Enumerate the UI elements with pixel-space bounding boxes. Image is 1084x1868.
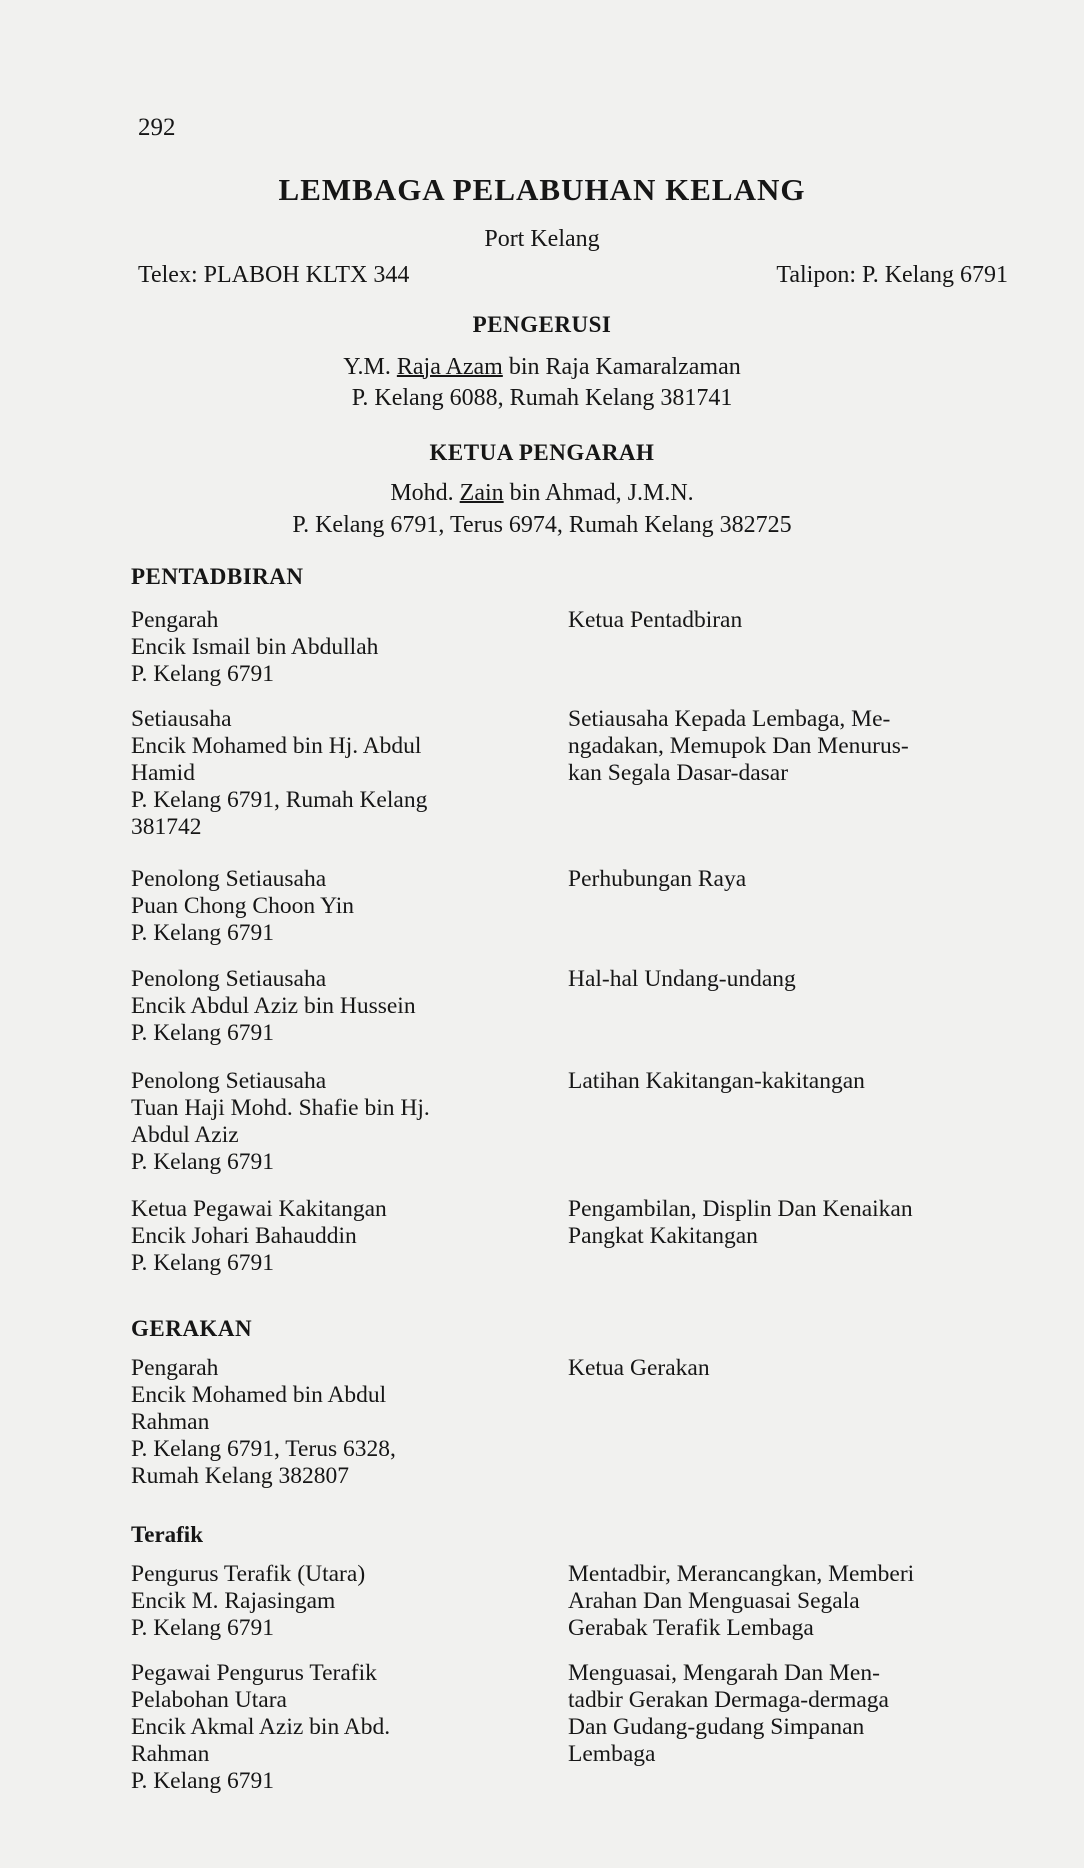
entry-line: P. Kelang 6791 (131, 1149, 274, 1175)
entry-line: Lembaga (568, 1741, 656, 1767)
ketua-pengarah-name-underlined: Zain (459, 480, 504, 506)
entry-line: P. Kelang 6791 (131, 920, 274, 946)
pentadbiran-entry-right (568, 966, 1006, 993)
entry-line: Setiausaha (131, 706, 232, 732)
entry-line: Pegawai Pengurus Terafik (131, 1660, 377, 1686)
entry-line: 381742 (131, 814, 202, 840)
entry-line: Encik Johari Bahauddin (131, 1223, 357, 1249)
entry-line: P. Kelang 6791, Rumah Kelang (131, 787, 428, 813)
telex-line: Telex: PLABOH KLTX 344 (138, 262, 410, 288)
ketua-pengarah-name (0, 480, 1084, 507)
entry-line: Penolong Setiausaha (131, 966, 327, 992)
terafik-entry-left (131, 1660, 531, 1795)
pentadbiran-heading: PENTADBIRAN (131, 564, 304, 589)
entry-line: P. Kelang 6791 (131, 1768, 274, 1794)
entry-line: Encik Mohamed bin Abdul (131, 1382, 387, 1408)
entry-line: Hal-hal Undang-undang (568, 966, 796, 992)
entry-line: Mentadbir, Merancangkan, Memberi (568, 1561, 915, 1587)
entry-line: Ketua Gerakan (568, 1355, 710, 1381)
entry-line: P. Kelang 6791 (131, 1615, 274, 1641)
pengerusi-heading: PENGERUSI (472, 312, 612, 337)
entry-line: Encik Ismail bin Abdullah (131, 634, 379, 660)
pentadbiran-entry-right (568, 1068, 1006, 1095)
entry-line: Latihan Kakitangan-kakitangan (568, 1068, 865, 1094)
entry-line: Encik Akmal Aziz bin Abd. (131, 1714, 391, 1740)
entry-line: Encik Abdul Aziz bin Hussein (131, 993, 416, 1019)
entry-line: Hamid (131, 760, 195, 786)
entry-line: Rahman (131, 1741, 210, 1767)
ketua-pengarah-contact: P. Kelang 6791, Terus 6974, Rumah Kelang 382725 (292, 512, 792, 538)
entry-line: Menguasai, Mengarah Dan Men- (568, 1660, 880, 1686)
entry-line: Pelabohan Utara (131, 1687, 287, 1713)
entry-line: Pengambilan, Displin Dan Kenaikan (568, 1196, 913, 1222)
entry-line: Rahman (131, 1409, 210, 1435)
pentadbiran-entry-left (131, 966, 531, 1047)
document-subtitle: Port Kelang (484, 226, 600, 252)
entry-line: Ketua Pentadbiran (568, 607, 743, 633)
pentadbiran-entry-right (568, 1196, 1006, 1250)
entry-line: Penolong Setiausaha (131, 1068, 327, 1094)
ketua-pengarah-name-rest: bin Ahmad, J.M.N. (503, 480, 694, 506)
pentadbiran-entry-left (131, 1068, 531, 1176)
entry-line: ngadakan, Memupok Dan Menurus- (568, 733, 909, 759)
document-title: LEMBAGA PELABUHAN KELANG (278, 172, 806, 207)
pentadbiran-entry-left (131, 607, 531, 688)
entry-line: Gerabak Terafik Lembaga (568, 1615, 814, 1641)
entry-line: Pengarah (131, 607, 219, 633)
ketua-pengarah-name-prefix: Mohd. (390, 480, 460, 506)
entry-line: Setiausaha Kepada Lembaga, Me- (568, 706, 891, 732)
page-number: 292 (138, 114, 176, 141)
entry-line: P. Kelang 6791, Terus 6328, (131, 1436, 396, 1462)
pengerusi-name-underlined: Raja Azam (396, 354, 503, 380)
entry-line: Arahan Dan Menguasai Segala (568, 1588, 860, 1614)
pentadbiran-entry-right (568, 706, 1006, 787)
talipon-line: Talipon: P. Kelang 6791 (776, 262, 1008, 288)
pengerusi-name-rest: bin Raja Kamaralzaman (502, 354, 741, 380)
terafik-entry-left (131, 1561, 531, 1642)
pengerusi-name (0, 354, 1084, 381)
entry-line: Tuan Haji Mohd. Shafie bin Hj. (131, 1095, 430, 1121)
entry-line: P. Kelang 6791 (131, 1020, 274, 1046)
terafik-heading: Terafik (131, 1522, 203, 1547)
terafik-entry-right (568, 1660, 1006, 1768)
entry-line: Encik M. Rajasingam (131, 1588, 336, 1614)
entry-line: Encik Mohamed bin Hj. Abdul (131, 733, 422, 759)
pentadbiran-entry-left (131, 1196, 531, 1277)
pengerusi-contact: P. Kelang 6088, Rumah Kelang 381741 (351, 385, 733, 411)
gerakan-entry-left (131, 1355, 531, 1490)
gerakan-heading: GERAKAN (131, 1316, 253, 1341)
entry-line: P. Kelang 6791 (131, 1250, 274, 1276)
entry-line: tadbir Gerakan Dermaga-dermaga (568, 1687, 889, 1713)
entry-line: Abdul Aziz (131, 1122, 239, 1148)
pengerusi-name-prefix: Y.M. (343, 354, 397, 380)
gerakan-entry-right (568, 1355, 1006, 1382)
entry-line: Perhubungan Raya (568, 866, 747, 892)
pentadbiran-entry-right (568, 607, 1006, 634)
ketua-pengarah-heading: KETUA PENGARAH (429, 440, 655, 465)
entry-line: Dan Gudang-gudang Simpanan (568, 1714, 865, 1740)
entry-line: Pengarah (131, 1355, 219, 1381)
pentadbiran-entry-left (131, 866, 531, 947)
pentadbiran-entry-right (568, 866, 1006, 893)
entry-line: P. Kelang 6791 (131, 661, 274, 687)
entry-line: Penolong Setiausaha (131, 866, 327, 892)
entry-line: Rumah Kelang 382807 (131, 1463, 349, 1489)
entry-line: Ketua Pegawai Kakitangan (131, 1196, 387, 1222)
entry-line: Puan Chong Choon Yin (131, 893, 355, 919)
entry-line: Pengurus Terafik (Utara) (131, 1561, 366, 1587)
entry-line: kan Segala Dasar-dasar (568, 760, 789, 786)
terafik-entry-right (568, 1561, 1006, 1642)
entry-line: Pangkat Kakitangan (568, 1223, 758, 1249)
pentadbiran-entry-left (131, 706, 531, 841)
